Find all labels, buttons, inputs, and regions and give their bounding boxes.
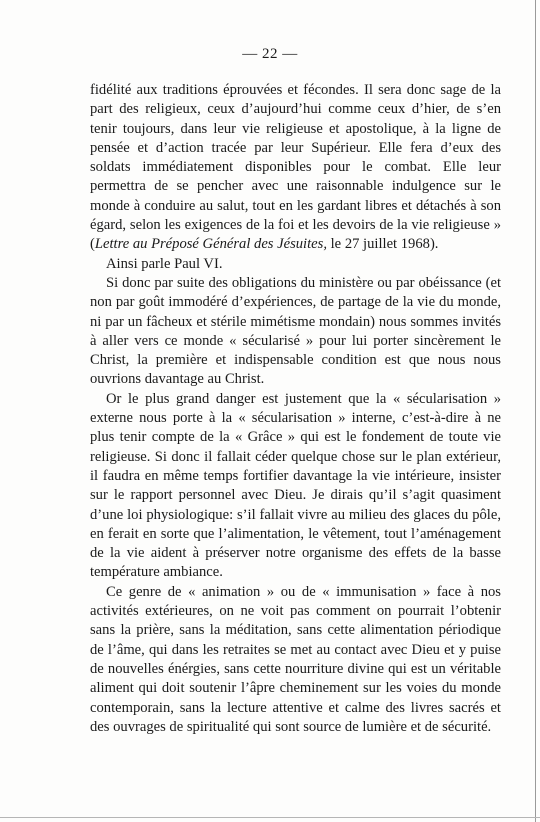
- text-segment: Or le plus grand danger est justement que la « sécularisation » externe nous porte à la « sécularisation » interne, c’est-à-dire à ne plus tenir compte de la « Grâce » qui est le fondement de toute vie religieuse. Si donc il fallait céder quelque chose sur le plan extérieur, il faudra en même temps fortifier davantage la vie intérieure, insister sur le rapport personnel avec Dieu. Je dirais qu’il s’agit quasiment d’une loi physiologique: s’il fallait vivre au milieu des glaces du pôle, en ferait en sorte que l’alimentation, le vêtement, tout l’aménagement de la vie aident à préserver notre organisme des effets de la basse température ambiance.: [90, 390, 501, 581]
- text-segment: le 27 juillet 1968).: [326, 236, 439, 253]
- paragraph: [90, 81, 501, 255]
- text-segment: Ce genre de « animation » ou de « immunisation » face à nos activités extérieures, on ne voit pas comment on pourrait l’obtenir sans la prière, sans la méditation, sans cette alimentation périodique de l’âme, qui dans les retraites se met au contact avec Dieu et y puise de nouvelles énérgies, sans cette nourriture divine qui est un véritable aliment qui doit soutenir l’âpre cheminement sur les voies du monde contemporain, sans la lecture attentive et calme des livres sacrés et des ouvrages de spiritualité qui sont source de lumière et de sécurité.: [90, 583, 501, 735]
- paragraph: [90, 255, 501, 274]
- page-number: — 22 —: [242, 46, 298, 62]
- text-segment: Si donc par suite des obligations du ministère ou par obéissance (et non par goût immodéré d’expériences, de partage de la vie du monde, ni par un fâcheux et stérile mimétisme mondain) nous sommes invités à aller vers ce monde « sécularisé » pour lui porter sincèrement le Christ, la première et indispensable condition est que nous nous ouvrions davantage au Christ.: [90, 274, 501, 388]
- citation-title: Lettre au Préposé Général des Jésuites,: [94, 236, 327, 253]
- text-segment: fidélité aux traditions éprouvées et fécondes. Il sera donc sage de la part des religieux, ceux d’aujourd’hui comme ceux d’hier, de s’en tenir toujours, dans leur vie religieuse et apostolique, à la ligne de pensée et d’action tracée par leur Supérieur. Elle fera d’eux des soldats immédiatement disponibles pour le combat. Elle leur permettra de se pencher avec une raisonnable indulgence sur le monde à conduire au salut, tout en les gardant libres et détachés à son égard, selon les exigences de la foi et les devoirs de la vie religieuse » (: [90, 82, 501, 253]
- paragraph: [90, 583, 501, 737]
- page-edge-bottom: [0, 817, 540, 818]
- text-segment: Ainsi parle Paul VI.: [106, 255, 223, 272]
- paragraph: [90, 390, 501, 583]
- paragraph: [90, 274, 501, 390]
- page-edge-right: [535, 0, 536, 822]
- body-text: [90, 81, 501, 737]
